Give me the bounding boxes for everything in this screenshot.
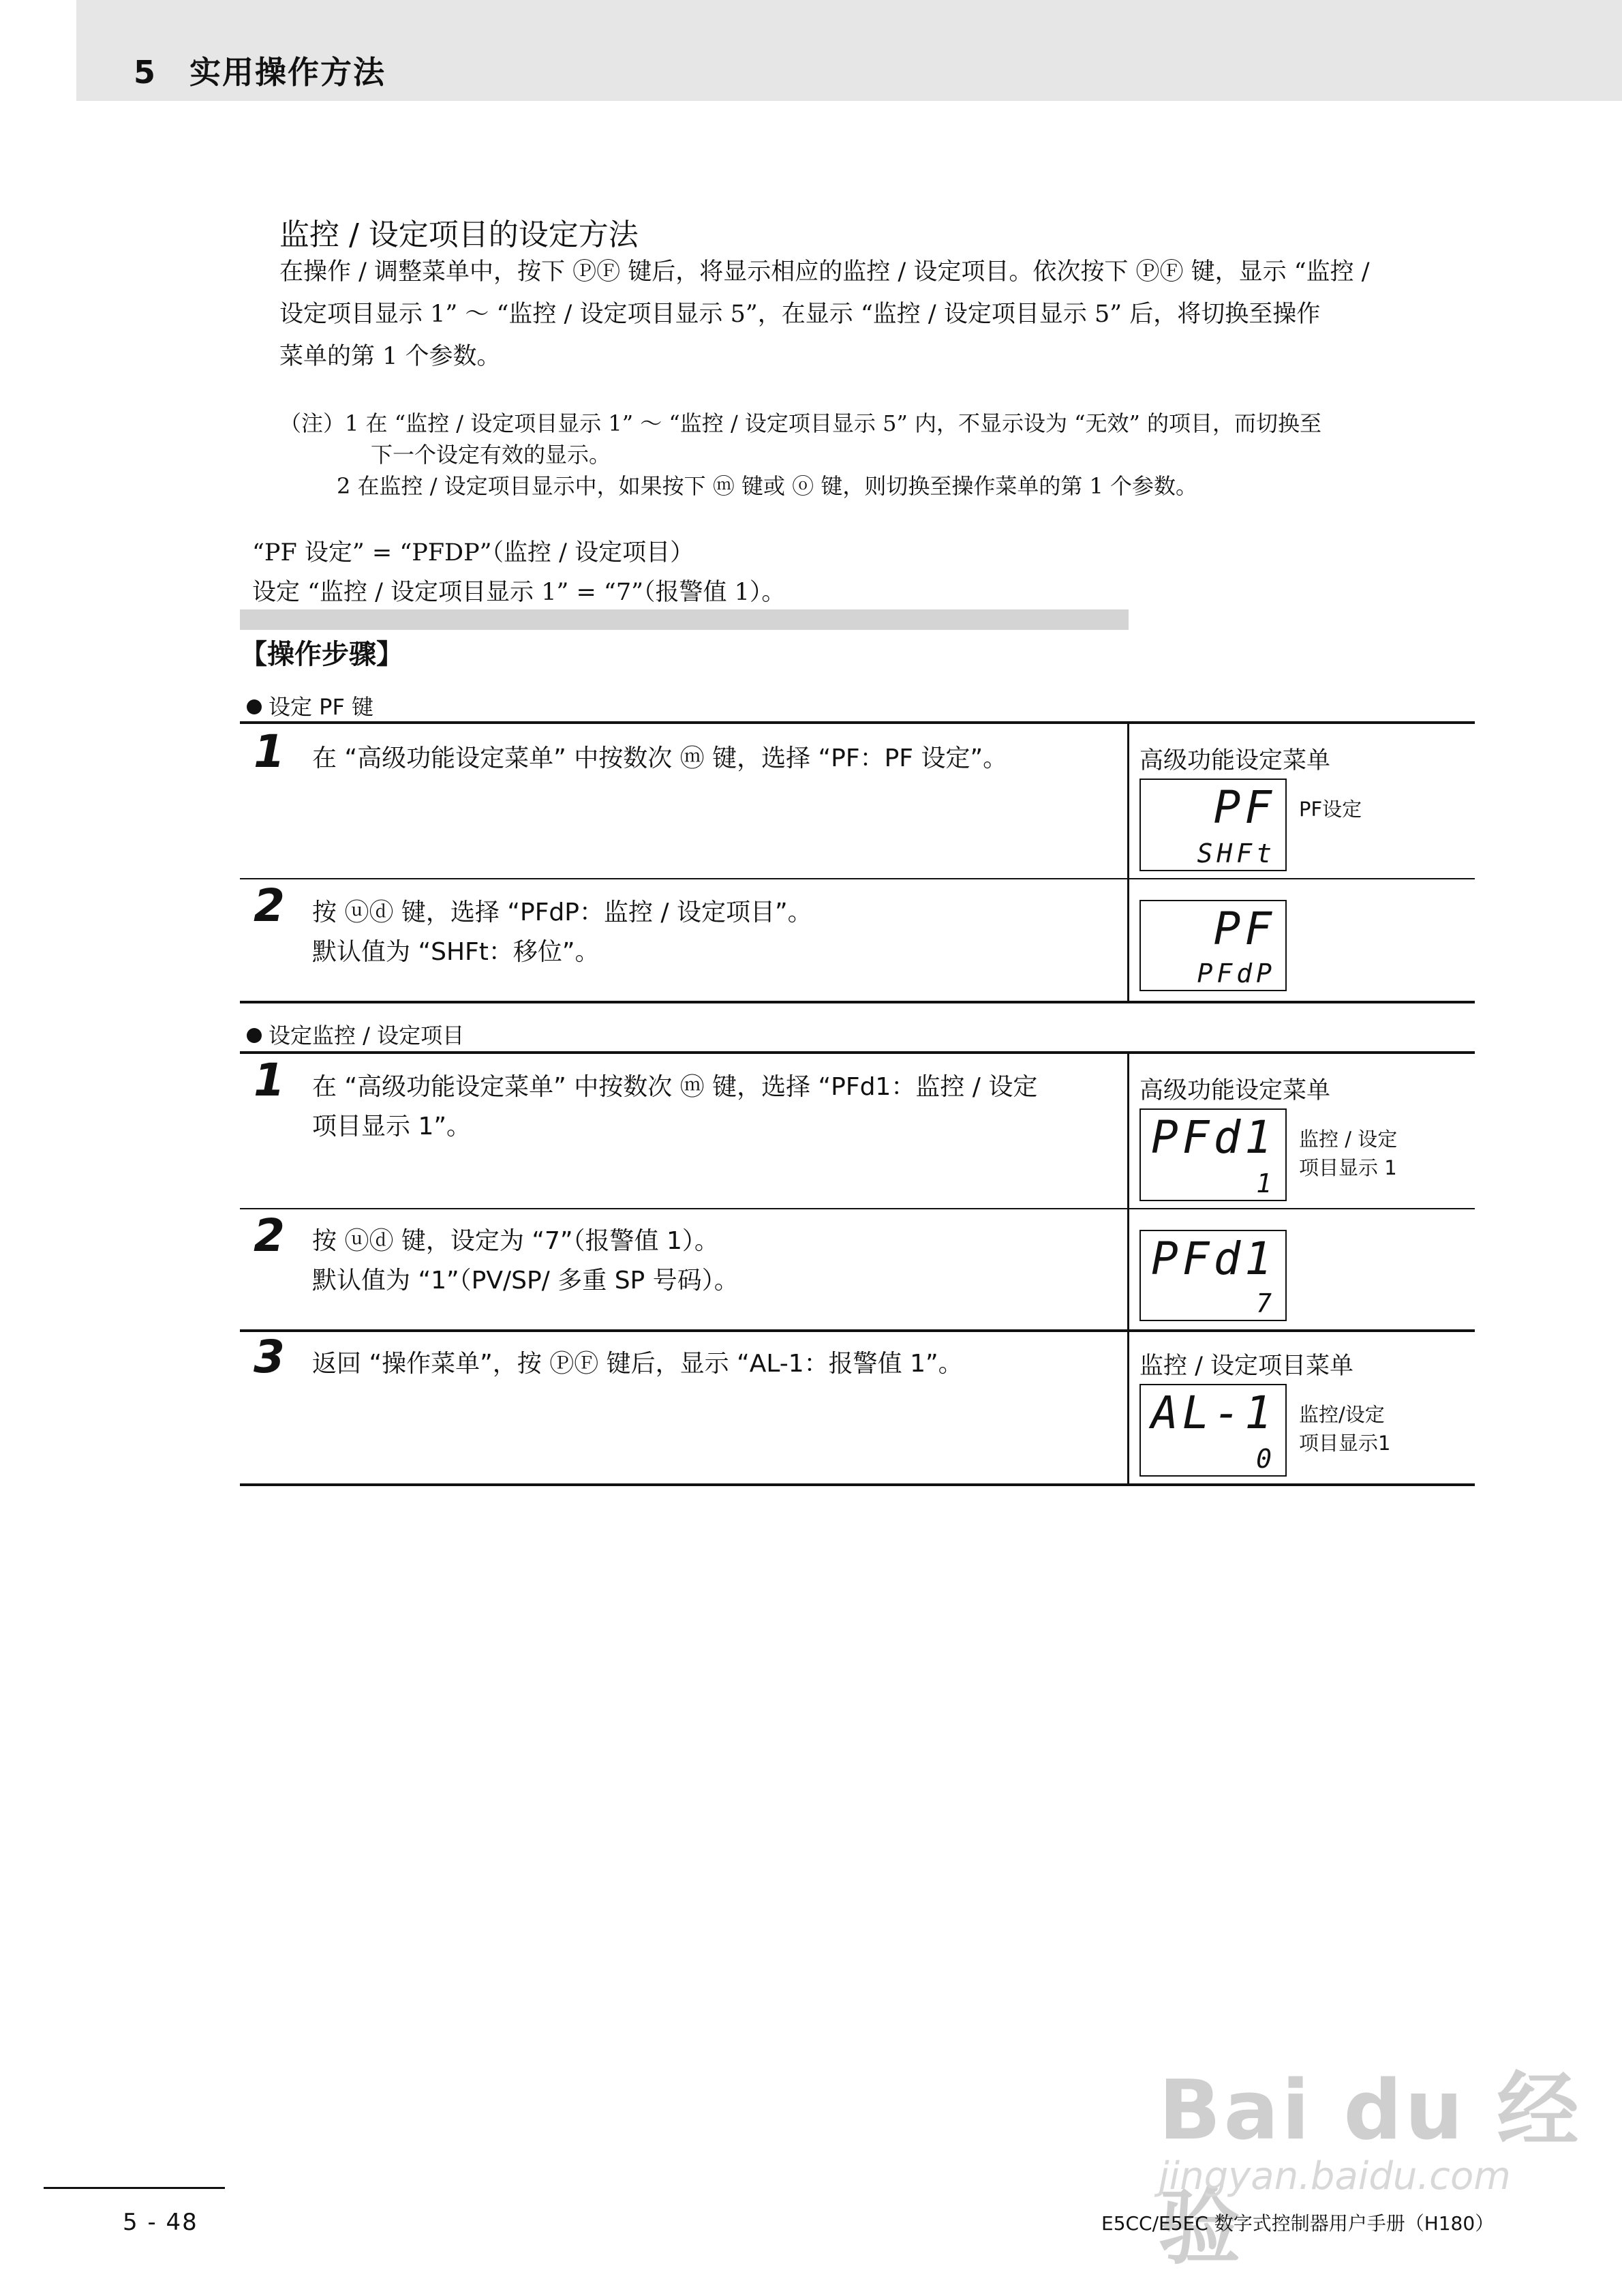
notes [279,408,1479,502]
manual-name: E5CC/E5EC 数字式控制器用户手册（H180） [1101,2212,1495,2235]
chapter-number: 5 [134,54,157,91]
lcd-display [1139,1230,1287,1321]
paragraph-line: 设定项目显示 1” ～ “监控 / 设定项目显示 5”，在显示 “监控 / 设定项目显示 5” 后，将切换至操作 [279,301,1321,328]
column-rule [1127,723,1129,1003]
lcd-caption: 监控 / 设定 项目显示 1 [1299,1128,1398,1179]
step-text: 返回 “操作菜单”，按 ⓅⒻ 键后，显示 “AL-1：报警值 1”。 [312,1350,963,1378]
step-number: 1 [254,1054,285,1106]
menu-label: 监控 / 设定项目菜单 [1139,1353,1354,1380]
table-rule [240,1001,1475,1003]
section-title: 监控 / 设定项目的设定方法 [279,217,639,252]
footer-rule [44,2187,225,2189]
watermark-site: jingyan.baidu.com [1159,2154,1511,2199]
chapter-title: 实用操作方法 [189,54,386,91]
chapter-heading [134,48,386,93]
lcd-top: PF [1213,903,1276,955]
step-number: 3 [254,1331,285,1383]
step-number: 2 [254,879,285,932]
column-rule [1127,1053,1129,1485]
lcd-display [1139,1384,1287,1477]
pf-line: 设定 “监控 / 设定项目显示 1” = “7”（报警值 1）。 [252,579,786,606]
lcd-display [1139,779,1287,871]
table-rule [240,1051,1475,1054]
step-text: 按 ⓤⓓ 键，设定为 “7”（报警值 1）。 默认值为 “1”（PV/SP/ 多重 SP 号码）。 [312,1227,739,1295]
table-rule [240,721,1475,724]
menu-label: 高级功能设定菜单 [1139,1077,1331,1104]
lcd-caption: PF设定 [1299,798,1362,821]
paragraph-line: 菜单的第 1 个参数。 [279,343,501,370]
step-text: 在 “高级功能设定菜单” 中按数次 ⓜ 键，选择 “PFd1：监控 / 设定 项目显示 1”。 [312,1073,1038,1141]
lcd-caption: 监控/设定 项目显示1 [1299,1403,1391,1455]
table-rule [240,1329,1475,1332]
lcd-bottom: SHFt [1197,839,1276,868]
procedure-title: 【操作步骤】 [240,639,403,670]
divider-bar [240,609,1129,630]
lcd-bottom: PFdP [1197,958,1276,988]
lcd-top: PFd1 [1151,1233,1276,1285]
paragraph-line: 在操作 / 调整菜单中，按下 ⓅⒻ 键后，将显示相应的监控 / 设定项目。依次按下 ⓅⒻ 键，显示 “监控 / [279,258,1370,286]
table-rule [240,1208,1475,1209]
page-number: 5 - 48 [123,2209,198,2236]
watermark-logo: Bai du 经验 [1159,2064,1582,2276]
note-line: 2 在监控 / 设定项目显示中，如果按下 ⓜ 键或 ⓞ 键，则切换至操作菜单的第 1 个参数。 [337,473,1198,499]
lcd-display [1139,1108,1287,1201]
lcd-bottom: 1 [1256,1168,1276,1198]
section-paragraph [279,251,1479,378]
step-number: 1 [254,725,285,778]
group-heading: 设定 PF 键 [247,690,373,721]
step-text: 按 ⓤⓓ 键，选择 “PFdP：监控 / 设定项目”。 默认值为 “SHFt：移位”。 [312,898,812,966]
lcd-bottom: 0 [1256,1444,1276,1474]
bullet-icon [247,1028,262,1043]
note-line: （注）1 在 “监控 / 设定项目显示 1” ～ “监控 / 设定项目显示 5” 内，不显示设为 “无效” 的项目，而切换至 [279,410,1322,436]
group-heading: 设定监控 / 设定项目 [247,1018,464,1050]
table-rule [240,1483,1475,1486]
lcd-top: PFd1 [1151,1111,1276,1164]
menu-label: 高级功能设定菜单 [1139,747,1331,774]
lcd-display [1139,900,1287,991]
step-text: 在 “高级功能设定菜单” 中按数次 ⓜ 键，选择 “PF：PF 设定”。 [312,744,1008,772]
pf-line: “PF 设定” = “PFDP”（监控 / 设定项目） [252,539,694,567]
note-line: 下一个设定有效的显示。 [371,442,611,468]
pf-setting-summary [252,533,785,612]
lcd-top: PF [1213,781,1276,834]
bullet-icon [247,699,262,714]
table-rule [240,878,1475,879]
step-number: 2 [254,1209,285,1262]
lcd-top: AL-1 [1151,1387,1276,1439]
lcd-bottom: 7 [1256,1288,1276,1318]
